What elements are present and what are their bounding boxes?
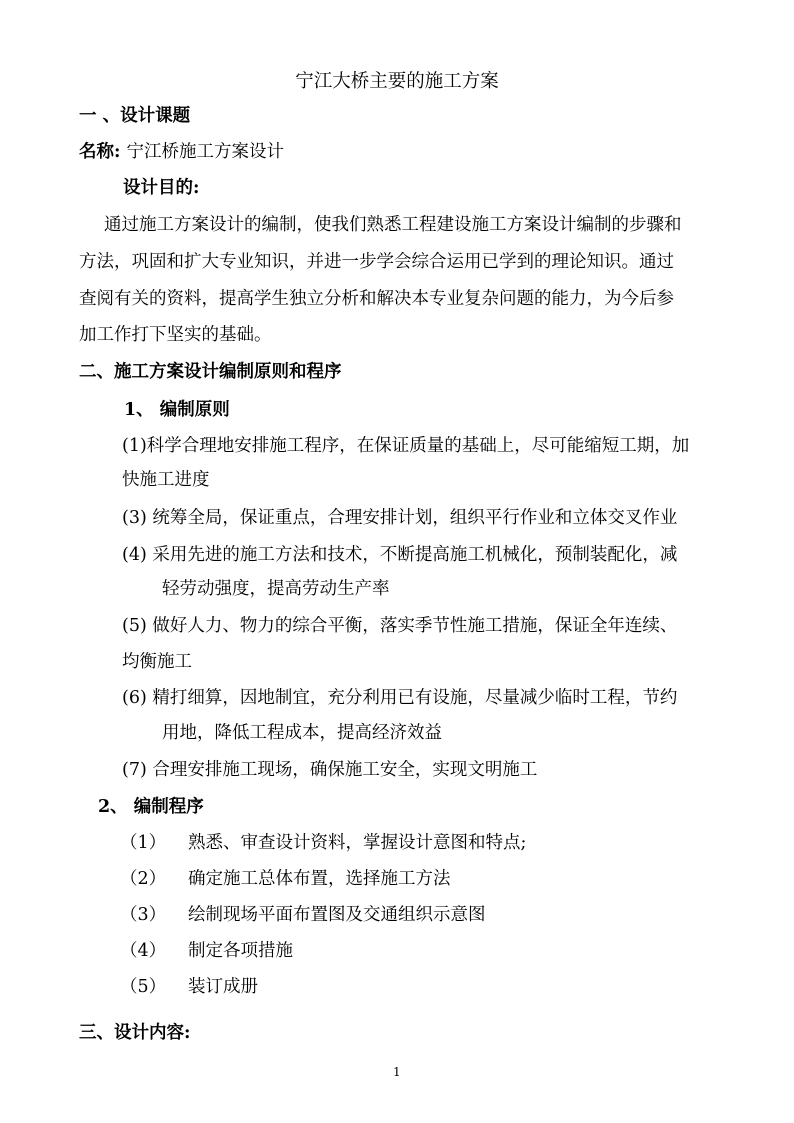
section-3-heading: 三、设计内容:: [79, 1023, 191, 1043]
principle-item-continued: 轻劳动强度，提高劳动生产率: [162, 579, 390, 599]
procedure-number: （4）: [120, 941, 167, 961]
section-2-heading: 二、施工方案设计编制原则和程序: [79, 362, 342, 382]
principle-item: (3) 统筹全局，保证重点，合理安排计划，组织平行作业和立体交叉作业: [122, 508, 678, 528]
principle-item: (7) 合理安排施工现场，确保施工安全，实现文明施工: [122, 760, 538, 780]
principle-item: (5) 做好人力、物力的综合平衡，落实季节性施工措施，保证全年连续、: [122, 616, 678, 636]
purpose-line: 通过施工方案设计的编制，使我们熟悉工程建设施工方案设计编制的步骤和: [104, 215, 682, 235]
project-name-line: [79, 140, 284, 164]
purpose-line: 方法，巩固和扩大专业知识，并进一步学会综合运用已学到的理论知识。通过: [79, 252, 674, 272]
principle-item: (6) 精打细算，因地制宜，充分利用已有设施，尽量减少临时工程，节约: [122, 688, 678, 708]
purpose-line: 查阅有关的资料，提高学生独立分析和解决本专业复杂问题的能力，为今后参: [79, 289, 674, 309]
procedure-step: 绘制现场平面布置图及交通组织示意图: [188, 905, 486, 925]
page-number: 1: [393, 1065, 401, 1079]
document-title: 宁江大桥主要的施工方案: [295, 71, 499, 92]
purpose-line: 加工作打下坚实的基础。: [79, 325, 272, 345]
procedure-step: 制定各项措施: [188, 941, 293, 961]
purpose-label: 设计目的:: [123, 178, 200, 198]
principle-item: (4) 采用先进的施工方法和技术，不断提高施工机械化，预制装配化，减: [122, 545, 678, 565]
project-name-value: 宁江桥施工方案设计: [126, 142, 284, 162]
procedure-step: 装订成册: [188, 977, 258, 997]
project-name-label: 名称:: [79, 142, 121, 162]
principle-item-continued: 快施工进度: [122, 470, 210, 490]
procedure-number: （2）: [120, 869, 167, 889]
procedure-step: 熟悉、审查设计资料，掌握设计意图和特点;: [188, 833, 527, 853]
procedure-number: （5）: [120, 977, 167, 997]
section-1-heading: 一 、设计课题: [79, 106, 191, 126]
principle-item: (1)科学合理地安排施工程序，在保证质量的基础上，尽可能缩短工期，加: [122, 436, 690, 456]
procedure-step: 确定施工总体布置，选择施工方法: [188, 869, 451, 889]
subheading-principles: 1、 编制原则: [124, 400, 230, 420]
principle-item-continued: 用地，降低工程成本，提高经济效益: [162, 723, 442, 743]
subheading-procedure: 2、 编制程序: [98, 797, 204, 817]
procedure-number: （1）: [120, 833, 167, 853]
principle-item-continued: 均衡施工: [122, 652, 192, 672]
procedure-number: （3）: [120, 905, 167, 925]
